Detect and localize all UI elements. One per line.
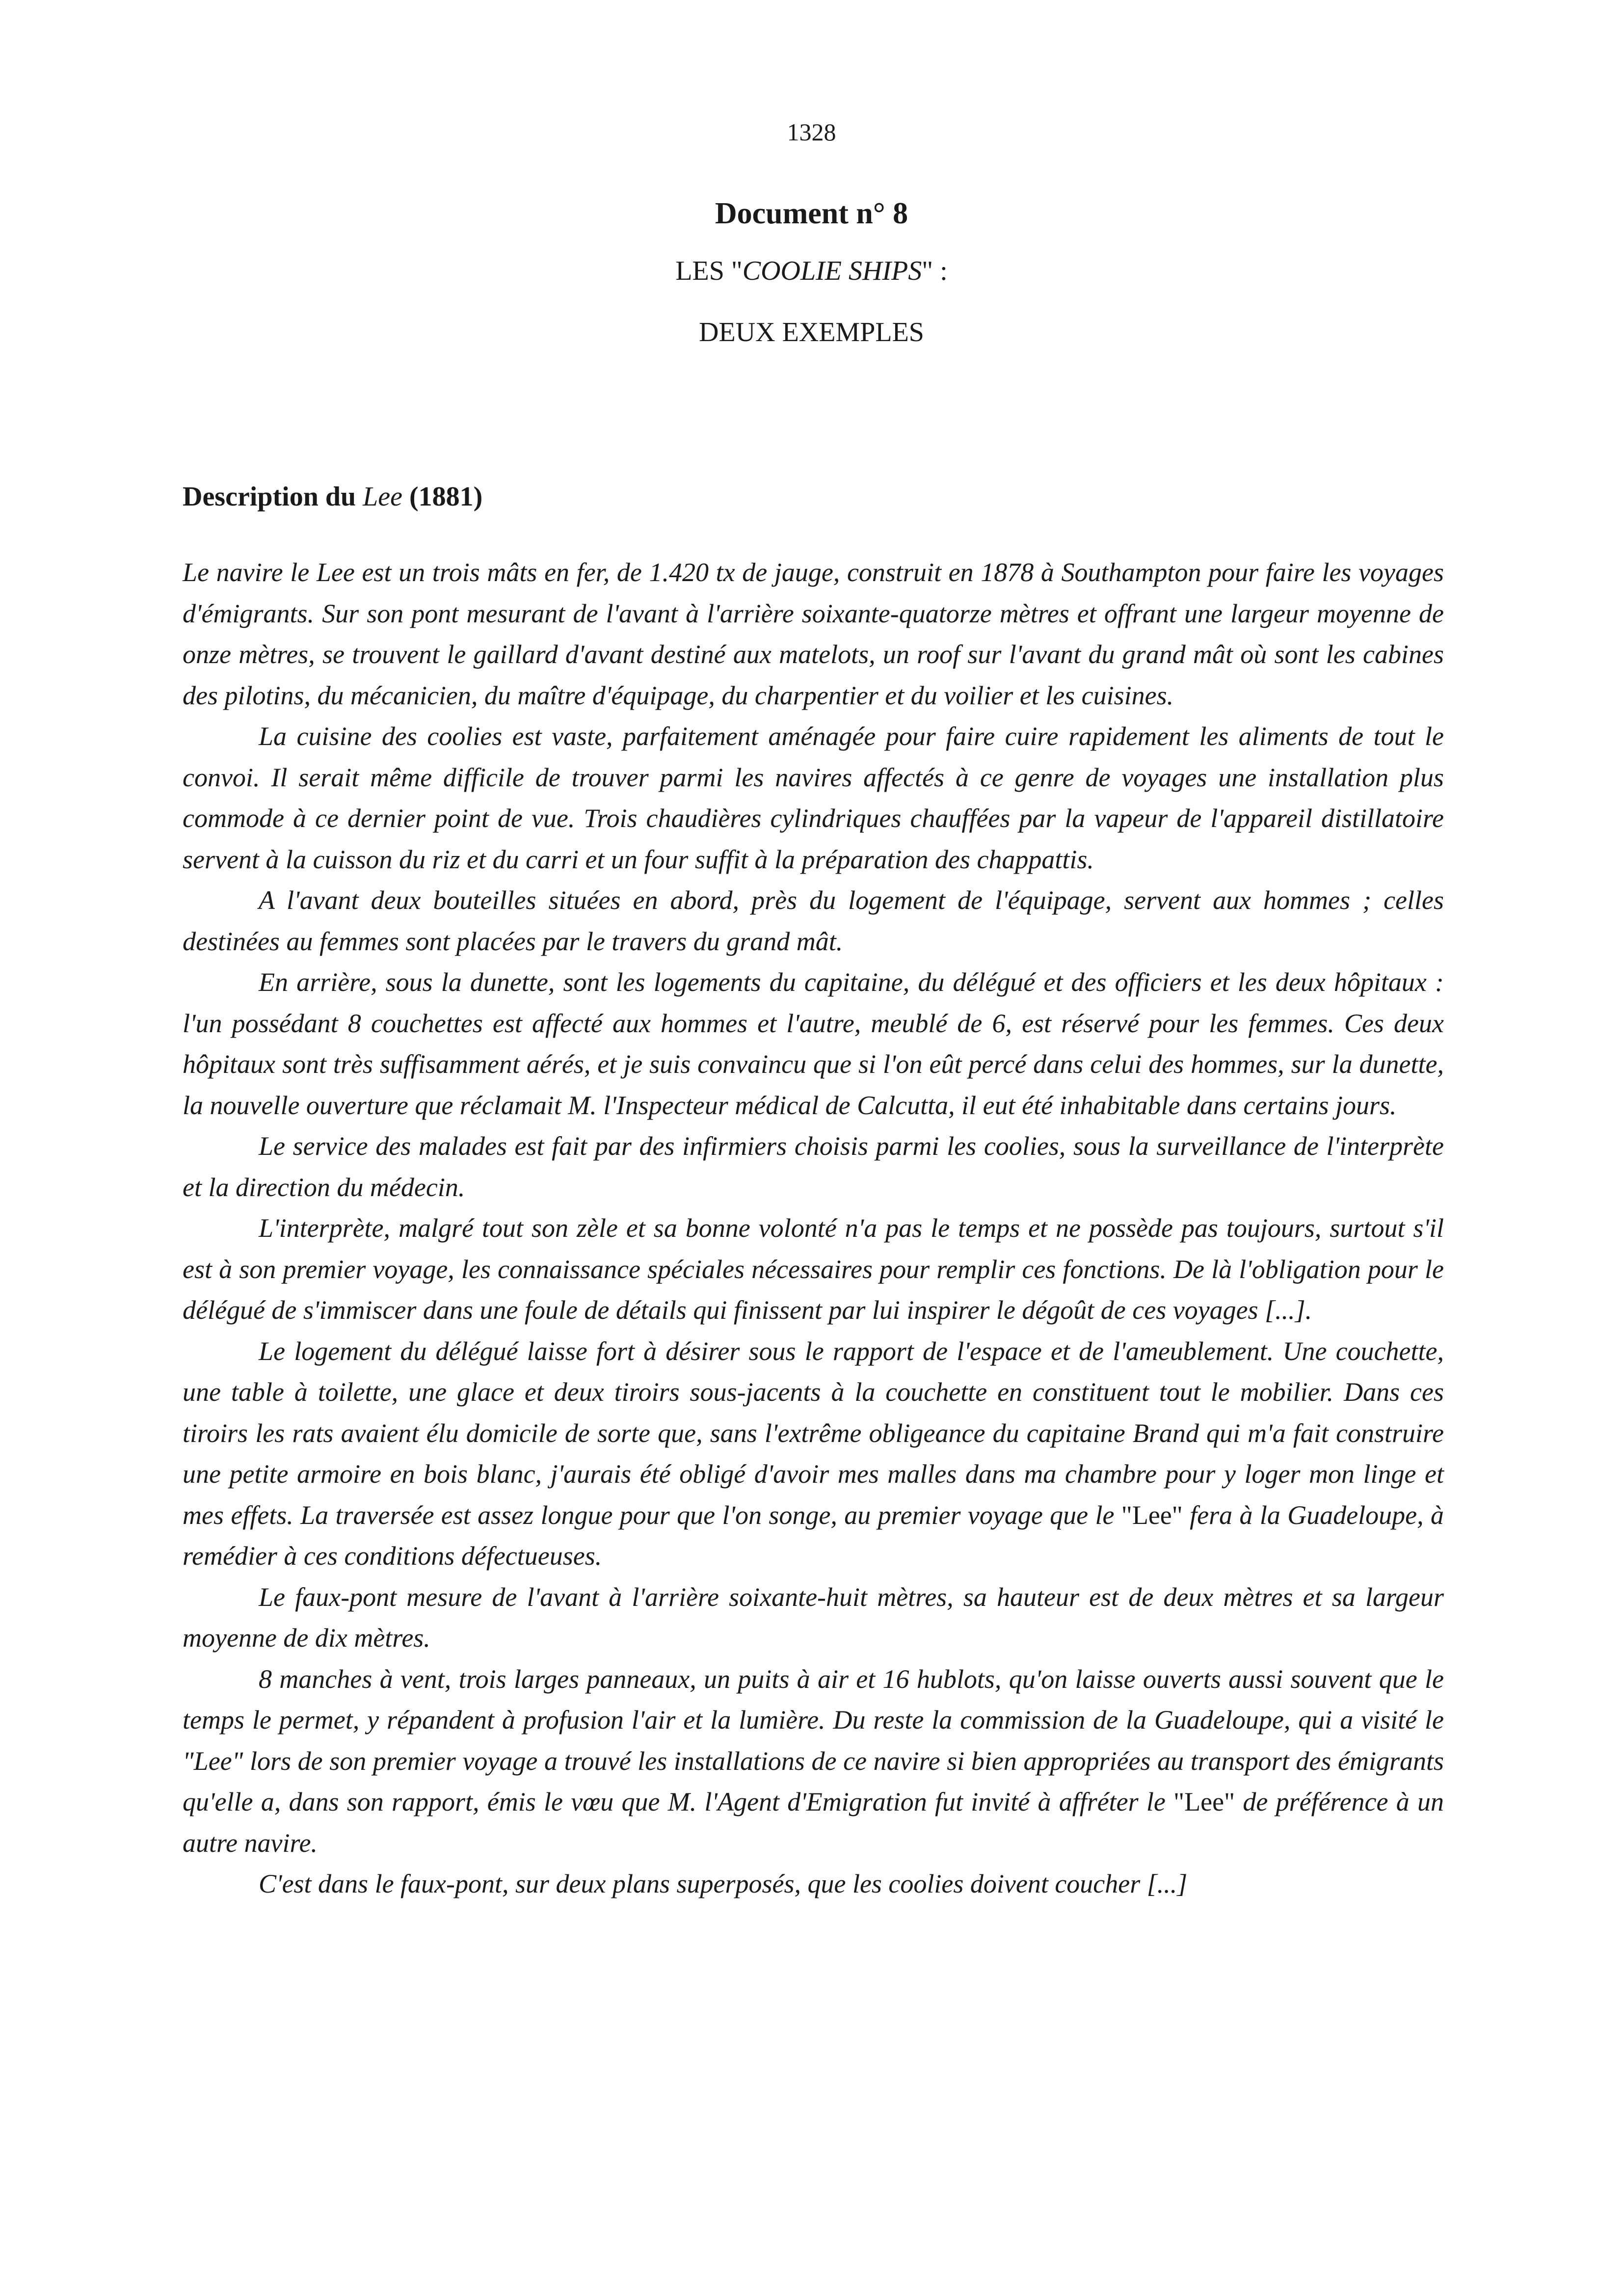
paragraph-9 [183,1659,1444,1864]
subtitle-line-1 [0,255,1623,287]
paragraph-9-end: de préférence à un autre navire. [183,1787,1444,1858]
page-number: 1328 [787,118,836,146]
paragraph-7-end: fera à la Guadeloupe, à remédier à ces conditions défectueuses. [183,1500,1444,1571]
paragraph-4: En arrière, sous la dunette, sont les logements du capitaine, du délégué et des officiers et les deux hôpitaux : l'un possédant 8 couchettes est affecté aux hommes et l'autre, meublé de 6, est réservé pour les femmes. Ces deux hôpitaux sont très suffisamment aérés, et je suis convaincu que si l'on eût percé dans celui des hommes, sur la dunette, la nouvelle ouverture que réclamait M. l'Inspecteur médical de Calcutta, il eut été inhabitable dans certains jours. [183,967,1444,1120]
paragraph-8: Le faux-pont mesure de l'avant à l'arrière soixante-huit mètres, sa hauteur est de deux mètres et sa largeur moyenne de dix mètres. [183,1582,1444,1653]
paragraph-1: Le navire le Lee est un trois mâts en fer, de 1.420 tx de jauge, construit en 1878 à Southampton pour faire les voyages d'émigrants. Sur son pont mesurant de l'avant à l'arrière soixante-quatorze mètres et offrant une largeur moyenne de onze mètres, se trouvent le gaillard d'avant destiné aux matelots, un roof sur l'avant du grand mât où sont les cabines des pilotins, du mécanicien, du maître d'équipage, du charpentier et du voilier et les cuisines. [183,558,1444,710]
body-text [183,552,1444,1905]
paragraph-2: La cuisine des coolies est vaste, parfaitement aménagée pour faire cuire rapidement les aliments de tout le convoi. Il serait même difficile de trouver parmi les navires affectés à ce genre de voyages une installation plus commode à ce dernier point de vue. Trois chaudières cylindriques chauffées par la vapeur de l'appareil distillatoire servent à la cuisson du riz et du carri et un four suffit à la préparation des chappattis. [183,721,1444,874]
section-heading-text: Description du [183,481,363,512]
paragraph-7-ship-name: "Lee" [1121,1500,1183,1530]
paragraph-5: Le service des malades est fait par des infirmiers choisis parmi les coolies, sous la surveillance de l'interprète et la direction du médecin. [183,1131,1444,1202]
section-heading [183,481,482,512]
subtitle-suffix: " : [922,256,948,286]
section-heading-year: (1881) [402,481,483,512]
subtitle-line-2: DEUX EXEMPLES [699,317,924,347]
paragraph-3: A l'avant deux bouteilles situées en abord, près du logement de l'équipage, servent aux hommes ; celles destinées au femmes sont placées par le travers du grand mât. [183,885,1444,956]
paragraph-10: C'est dans le faux-pont, sur deux plans superposés, que les coolies doivent coucher [...] [259,1869,1188,1898]
paragraph-7 [183,1331,1444,1577]
paragraph-9-text: 8 manches à vent, trois larges panneaux, un puits à air et 16 hublots, qu'on laisse ouverts aussi souvent que le temps le permet, y répandent à profusion l'air et la lumière. Du reste la commission de la Guadeloupe, qui a visité le "Lee" lors de son premier voyage a trouvé les installations de ce navire si bien appropriées au transport des émigrants qu'elle a, dans son rapport, émis le vœu que M. l'Agent d'Emigration fut invité à affréter le [183,1664,1444,1816]
paragraph-9-ship-name: "Lee" [1173,1787,1235,1816]
subtitle-coolie-ships: COOLIE SHIPS [742,256,922,286]
paragraph-6: L'interprète, malgré tout son zèle et sa bonne volonté n'a pas le temps et ne possède pas toujours, surtout s'il est à son premier voyage, les connaissance spéciales nécessaires pour remplir ces fonctions. De là l'obligation pour le délégué de s'immiscer dans une foule de détails qui finissent par lui inspirer le dégoût de ces voyages [...]. [183,1213,1444,1325]
subtitle-prefix: LES " [675,256,743,286]
section-heading-ship-name: Lee [363,481,403,512]
paragraph-7-text: Le logement du délégué laisse fort à désirer sous le rapport de l'espace et de l'ameublement. Une couchette, une table à toilette, une glace et deux tiroirs sous-jacents à la couchette en constituent tout le mobilier. Dans ces tiroirs les rats avaient élu domicile de sorte que, sans l'extrême obligeance du capitaine Brand qui m'a fait construire une petite armoire en bois blanc, j'aurais été obligé d'avoir mes malles dans ma chambre pour y loger mon linge et mes effets. La traversée est assez longue pour que l'on songe, au premier voyage que le [183,1336,1444,1530]
document-title: Document n° 8 [715,197,908,230]
